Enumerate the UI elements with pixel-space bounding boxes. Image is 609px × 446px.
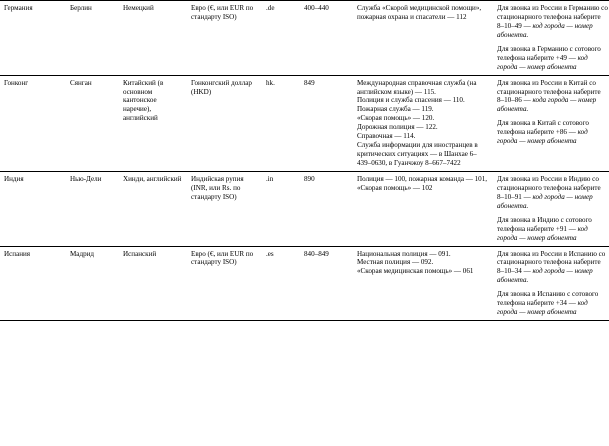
cell-code: [300, 246, 353, 321]
table-row: [0, 1, 609, 76]
text-line: Полиция и служба спасения — 110.: [357, 96, 465, 105]
cell-currency-text: [191, 250, 258, 268]
table-body: [0, 1, 609, 321]
text-line: Хинди, английский: [123, 174, 182, 183]
dialing-emphasis: код города — номер абонента: [497, 224, 588, 242]
text-line: Евро (€, или EUR по стандарту ISO): [191, 4, 254, 21]
cell-capital-text: [70, 175, 115, 184]
cell-code-text: [304, 79, 349, 88]
table-row: [0, 246, 609, 321]
text-line: Индийская рупия (INR, или Rs. по стандарту ISO): [191, 174, 244, 201]
dialing-text: Для звонка из России в Китай со стационарного телефона наберите 8–10–86 —: [497, 78, 601, 105]
cell-capital: [66, 1, 119, 76]
cell-capital-text: [70, 79, 115, 88]
cell-currency-text: [191, 79, 258, 97]
cell-country-text: [4, 4, 62, 13]
dialing-emphasis: код города — номер абонента: [497, 299, 588, 317]
dialing-emphasis: код города — номер абонента.: [497, 267, 593, 285]
cell-country-text: [4, 175, 62, 184]
text-line: Китайский (в основном кантонское наречие), английский: [123, 78, 164, 123]
cell-code: [300, 1, 353, 76]
cell-currency-text: [191, 175, 258, 202]
text-line: «Скорая медицинская помощь» — 061: [357, 267, 474, 276]
dialing-text: Для звонка в Испанию с сотового телефона наберите +34 —: [497, 290, 599, 308]
cell-dialing-instructions: [493, 75, 609, 171]
cell-emergency: [353, 75, 493, 171]
text-line: Международная справочная служба (на английском языке) — 115.: [357, 78, 477, 96]
text-line: Пожарная служба — 119.: [357, 105, 434, 114]
cell-country: [0, 1, 66, 76]
cell-domain: [262, 75, 300, 171]
cell-capital-text: [70, 4, 115, 13]
cell-language-text: [123, 175, 183, 184]
dialing-emphasis: код города — номер абонента: [497, 128, 588, 146]
cell-currency: [187, 1, 262, 76]
text-line: hk.: [266, 78, 275, 87]
dialing-text: Для звонка из России в Германию со стационарного телефона наберите 8–10–49 —: [497, 4, 608, 30]
dialing-text: Для звонка в Китай с сотового телефона наберите +86 —: [497, 119, 589, 137]
cell-currency: [187, 75, 262, 171]
cell-language: [119, 75, 187, 171]
cell-language-text: [123, 79, 183, 124]
text-line: .in: [266, 174, 274, 183]
cell-emergency-text: [357, 175, 489, 193]
cell-emergency: [353, 246, 493, 321]
text-line: Дорожная полиция — 122.: [357, 123, 438, 132]
cell-language-text: [123, 250, 183, 259]
text-line: Берлин: [70, 4, 92, 12]
text-line: Гонконгский доллар (HKD): [191, 78, 252, 96]
text-line: .de: [266, 4, 275, 12]
dialing-emphasis: код города — номер абонента: [497, 53, 588, 71]
cell-capital-text: [70, 250, 115, 259]
cell-domain: [262, 1, 300, 76]
cell-country-text: [4, 79, 62, 88]
dialing-text: Для звонка из России в Индию со стационарного телефона наберите 8–10–91 —: [497, 174, 601, 201]
text-line: Германия: [4, 4, 33, 12]
text-line: Сянган: [70, 78, 92, 87]
text-line: Служба информации для иностранцев в критических ситуациях — в Шанхае 6–439–0630, в Гуанчжоу 8–667–7422: [357, 141, 478, 167]
cell-language-text: [123, 4, 183, 13]
cell-domain-text: [266, 175, 296, 184]
text-line: Испания: [4, 249, 31, 258]
cell-code-text: [304, 175, 349, 184]
dialing-instruction: [497, 45, 609, 72]
text-line: Нью-Дели: [70, 174, 102, 183]
dialing-instruction: [497, 216, 609, 243]
dialing-instruction: [497, 250, 609, 286]
text-line: Немецкий: [123, 4, 154, 12]
cell-emergency-text: [357, 250, 489, 277]
text-line: Евро (€, или EUR по стандарту ISO): [191, 249, 254, 267]
cell-domain: [262, 171, 300, 246]
text-line: Гонконг: [4, 78, 29, 87]
dialing-text: Для звонка из России в Испанию со стационарного телефона наберите 8–10–34 —: [497, 249, 606, 276]
cell-domain-text: [266, 79, 296, 88]
cell-emergency: [353, 1, 493, 76]
text-line: Справочная — 114.: [357, 132, 416, 141]
dialing-text: Для звонка в Германию с сотового телефона наберите +49 —: [497, 44, 601, 62]
text-line: Национальная полиция — 091.: [357, 249, 451, 258]
cell-language: [119, 171, 187, 246]
dialing-instruction: [497, 175, 609, 211]
text-line: .es: [266, 249, 274, 258]
dialing-instruction: [497, 119, 609, 146]
dialing-emphasis: код города — номер абонента.: [497, 192, 593, 210]
dialing-emphasis: код города — номер абонента.: [497, 21, 593, 39]
cell-country: [0, 75, 66, 171]
cell-emergency-text: [357, 4, 489, 22]
cell-domain-text: [266, 250, 296, 259]
cell-country-text: [4, 250, 62, 259]
cell-dialing-instructions: [493, 246, 609, 321]
cell-capital: [66, 171, 119, 246]
dialing-instruction: [497, 79, 609, 115]
text-line: Местная полиция — 092.: [357, 258, 434, 267]
table-row: [0, 75, 609, 171]
text-line: Служба «Скорой медицинской помощи», пожарная охрана и спасатели — 112: [357, 4, 482, 21]
cell-currency: [187, 246, 262, 321]
text-line: 840–849: [304, 249, 329, 258]
cell-currency: [187, 171, 262, 246]
dialing-instruction: [497, 290, 609, 317]
cell-emergency-text: [357, 79, 489, 168]
text-line: Испанский: [123, 249, 157, 258]
cell-dialing-instructions: [493, 171, 609, 246]
cell-code: [300, 171, 353, 246]
cell-dialing-instructions: [493, 1, 609, 76]
text-line: Индия: [4, 174, 24, 183]
cell-emergency: [353, 171, 493, 246]
text-line: Полиция — 100, пожарная команда — 101, «Скорая помощь» — 102: [357, 174, 488, 192]
dialing-instruction: [497, 4, 609, 40]
dialing-emphasis: кода города — номер абонента.: [497, 96, 597, 114]
cell-domain: [262, 246, 300, 321]
text-line: «Скорая помощь» — 120.: [357, 114, 435, 123]
cell-capital: [66, 246, 119, 321]
text-line: 849: [304, 78, 315, 87]
cell-country: [0, 246, 66, 321]
cell-capital: [66, 75, 119, 171]
text-line: 890: [304, 174, 315, 183]
cell-language: [119, 1, 187, 76]
cell-code-text: [304, 4, 349, 13]
cell-language: [119, 246, 187, 321]
text-line: 400–440: [304, 4, 329, 12]
cell-code-text: [304, 250, 349, 259]
cell-currency-text: [191, 4, 258, 22]
dialing-text: Для звонка в Индию с сотового телефона наберите +91 —: [497, 215, 592, 233]
cell-code: [300, 75, 353, 171]
table-row: [0, 171, 609, 246]
text-line: Мадрид: [70, 249, 95, 258]
cell-domain-text: [266, 4, 296, 13]
cell-country: [0, 171, 66, 246]
